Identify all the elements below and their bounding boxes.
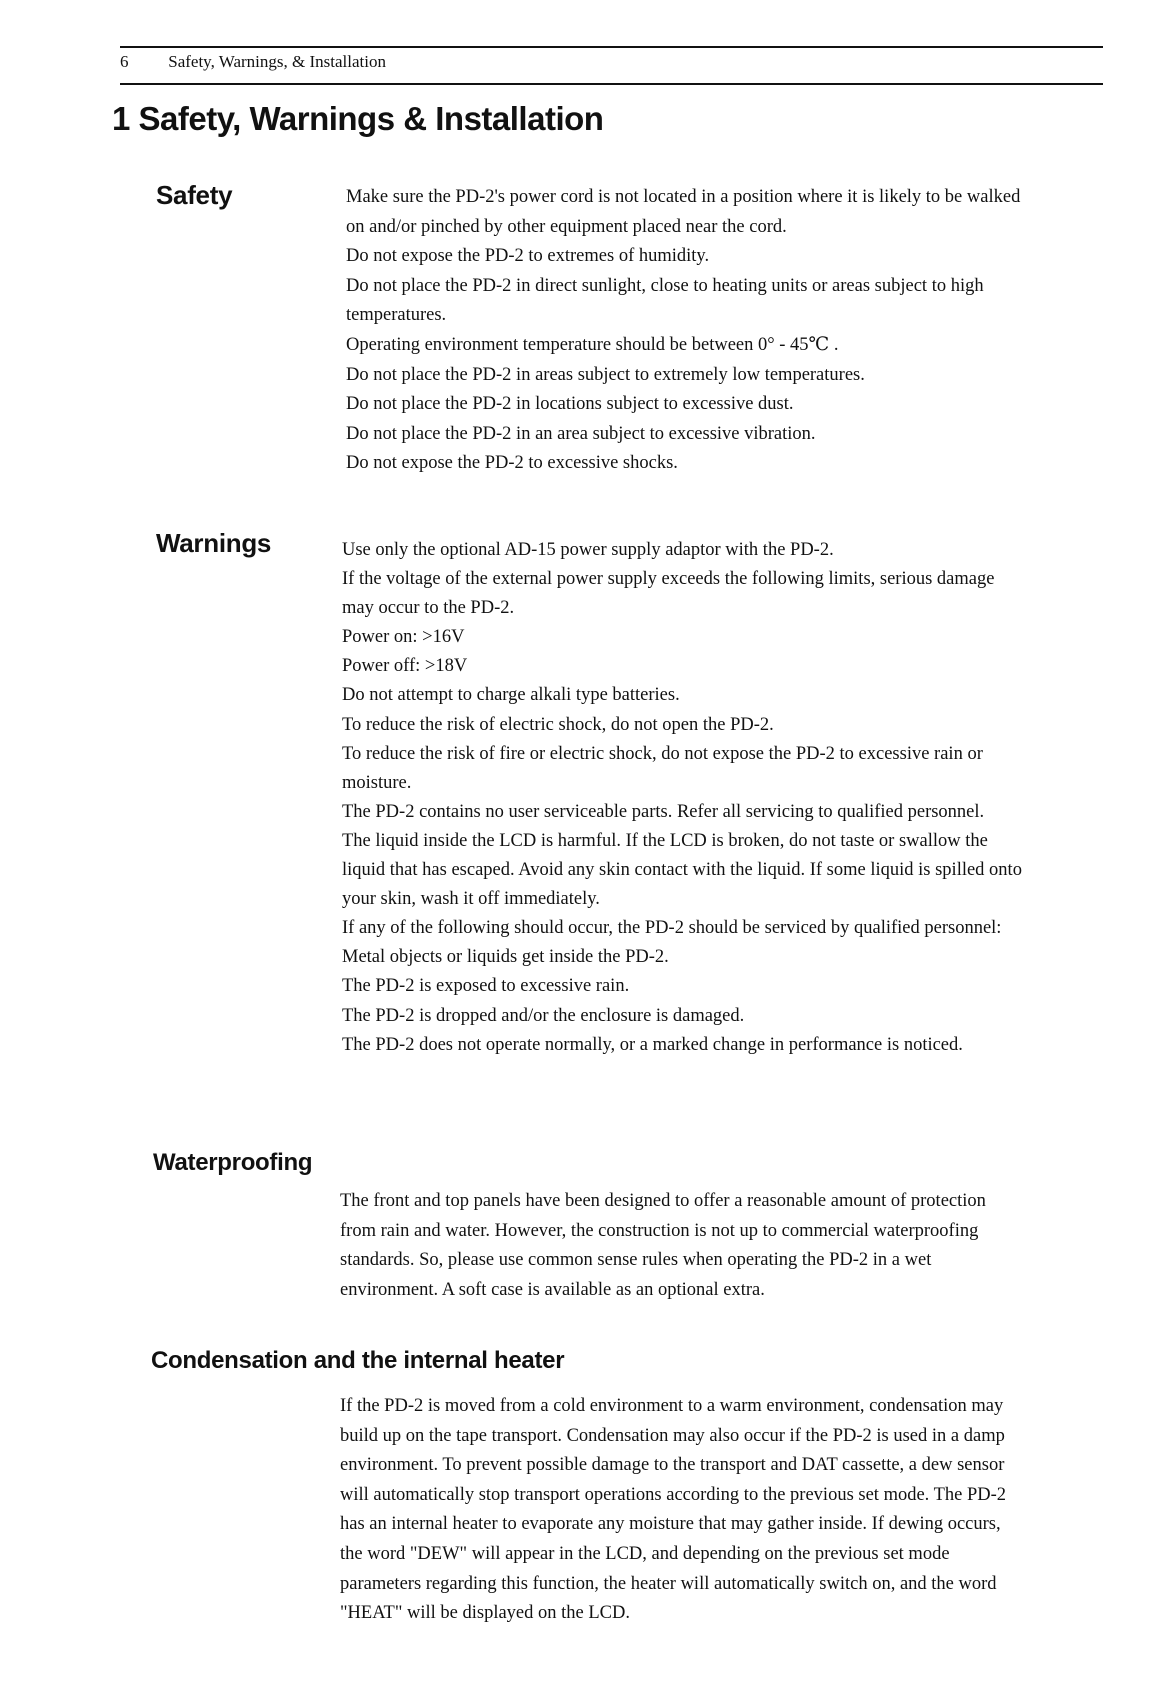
text-line: the word "DEW" will appear in the LCD, and depending on the previous set mode — [340, 1543, 950, 1564]
text-line: "HEAT" will be displayed on the LCD. — [340, 1603, 630, 1624]
text-line: Do not attempt to charge alkali type batteries. — [342, 685, 680, 706]
text-line: liquid that has escaped. Avoid any skin contact with the liquid. If some liquid is spilled onto — [342, 860, 1022, 881]
text-line: environment. To prevent possible damage to the transport and DAT cassette, a dew sensor — [340, 1455, 1005, 1476]
header-rule-top — [120, 46, 1103, 48]
warnings-list — [342, 536, 1022, 1060]
text-line: The PD-2 does not operate normally, or a marked change in performance is noticed. — [342, 1034, 963, 1055]
text-line: will automatically stop transport operations according to the previous set mode. The PD-2 — [340, 1484, 1007, 1505]
warnings-heading: Warnings — [156, 528, 272, 558]
text-line: Make sure the PD-2's power cord is not located in a position where it is likely to be walked — [346, 187, 1021, 207]
safety-heading: Safety — [156, 180, 233, 210]
text-line: standards. So, please use common sense rules when operating the PD-2 in a wet — [340, 1250, 932, 1271]
waterproofing-list — [340, 1187, 986, 1305]
text-line: build up on the tape transport. Condensation may also occur if the PD-2 is used in a damp — [340, 1425, 1005, 1446]
text-line: To reduce the risk of fire or electric shock, do not expose the PD-2 to excessive rain or — [342, 743, 983, 764]
text-line: The PD-2 is exposed to excessive rain. — [342, 976, 630, 997]
running-header — [120, 52, 386, 72]
text-line: may occur to the PD-2. — [342, 598, 515, 619]
text-line: Do not place the PD-2 in locations subject to excessive dust. — [346, 394, 794, 415]
waterproofing-heading: Waterproofing — [153, 1149, 313, 1176]
text-line: on and/or pinched by other equipment placed near the cord. — [346, 216, 787, 237]
text-line: If any of the following should occur, the PD-2 should be serviced by qualified personnel: — [342, 918, 1002, 939]
text-line: Power on: >16V — [342, 627, 465, 648]
text-line: Do not place the PD-2 in direct sunlight, close to heating units or areas subject to high — [346, 275, 984, 296]
running-header-title: Safety, Warnings, & Installation — [168, 52, 386, 71]
text-line: temperatures. — [346, 305, 447, 326]
text-line: your skin, wash it off immediately. — [342, 889, 600, 910]
text-line: has an internal heater to evaporate any moisture that may gather inside. If dewing occurs, — [340, 1514, 1001, 1535]
text-line: The liquid inside the LCD is harmful. If the LCD is broken, do not taste or swallow the — [342, 830, 988, 851]
text-line: parameters regarding this function, the heater will automatically switch on, and the word — [340, 1573, 997, 1594]
text-line: If the voltage of the external power supply exceeds the following limits, serious damage — [342, 569, 995, 590]
text-line: If the PD-2 is moved from a cold environment to a warm environment, condensation may — [340, 1396, 1004, 1416]
text-line: Operating environment temperature should be between 0° - 45℃ . — [346, 334, 839, 355]
text-line: from rain and water. However, the construction is not up to commercial waterproofing — [340, 1220, 979, 1241]
page-number: 6 — [120, 52, 129, 71]
chapter-title: 1 Safety, Warnings & Installation — [112, 100, 604, 137]
text-line: moisture. — [342, 772, 412, 793]
text-line: Power off: >18V — [342, 656, 468, 677]
text-line: The front and top panels have been designed to offer a reasonable amount of protection — [340, 1191, 986, 1211]
text-line: environment. A soft case is available as an optional extra. — [340, 1279, 765, 1300]
text-line: Metal objects or liquids get inside the PD-2. — [342, 947, 669, 968]
condensation-list — [340, 1392, 1006, 1629]
text-line: Do not expose the PD-2 to extremes of humidity. — [346, 246, 710, 267]
text-line: The PD-2 is dropped and/or the enclosure is damaged. — [342, 1005, 745, 1026]
header-rule-bottom — [120, 83, 1103, 85]
text-line: To reduce the risk of electric shock, do not open the PD-2. — [342, 714, 774, 735]
text-line: Do not place the PD-2 in areas subject to extremely low temperatures. — [346, 364, 865, 385]
condensation-heading: Condensation and the internal heater — [151, 1347, 565, 1374]
text-line: Do not place the PD-2 in an area subject to excessive vibration. — [346, 423, 816, 444]
text-line: Do not expose the PD-2 to excessive shocks. — [346, 453, 678, 474]
safety-list — [346, 183, 1020, 479]
text-line: The PD-2 contains no user serviceable parts. Refer all servicing to qualified personnel. — [342, 801, 985, 822]
text-line: Use only the optional AD-15 power supply adaptor with the PD-2. — [342, 540, 834, 560]
